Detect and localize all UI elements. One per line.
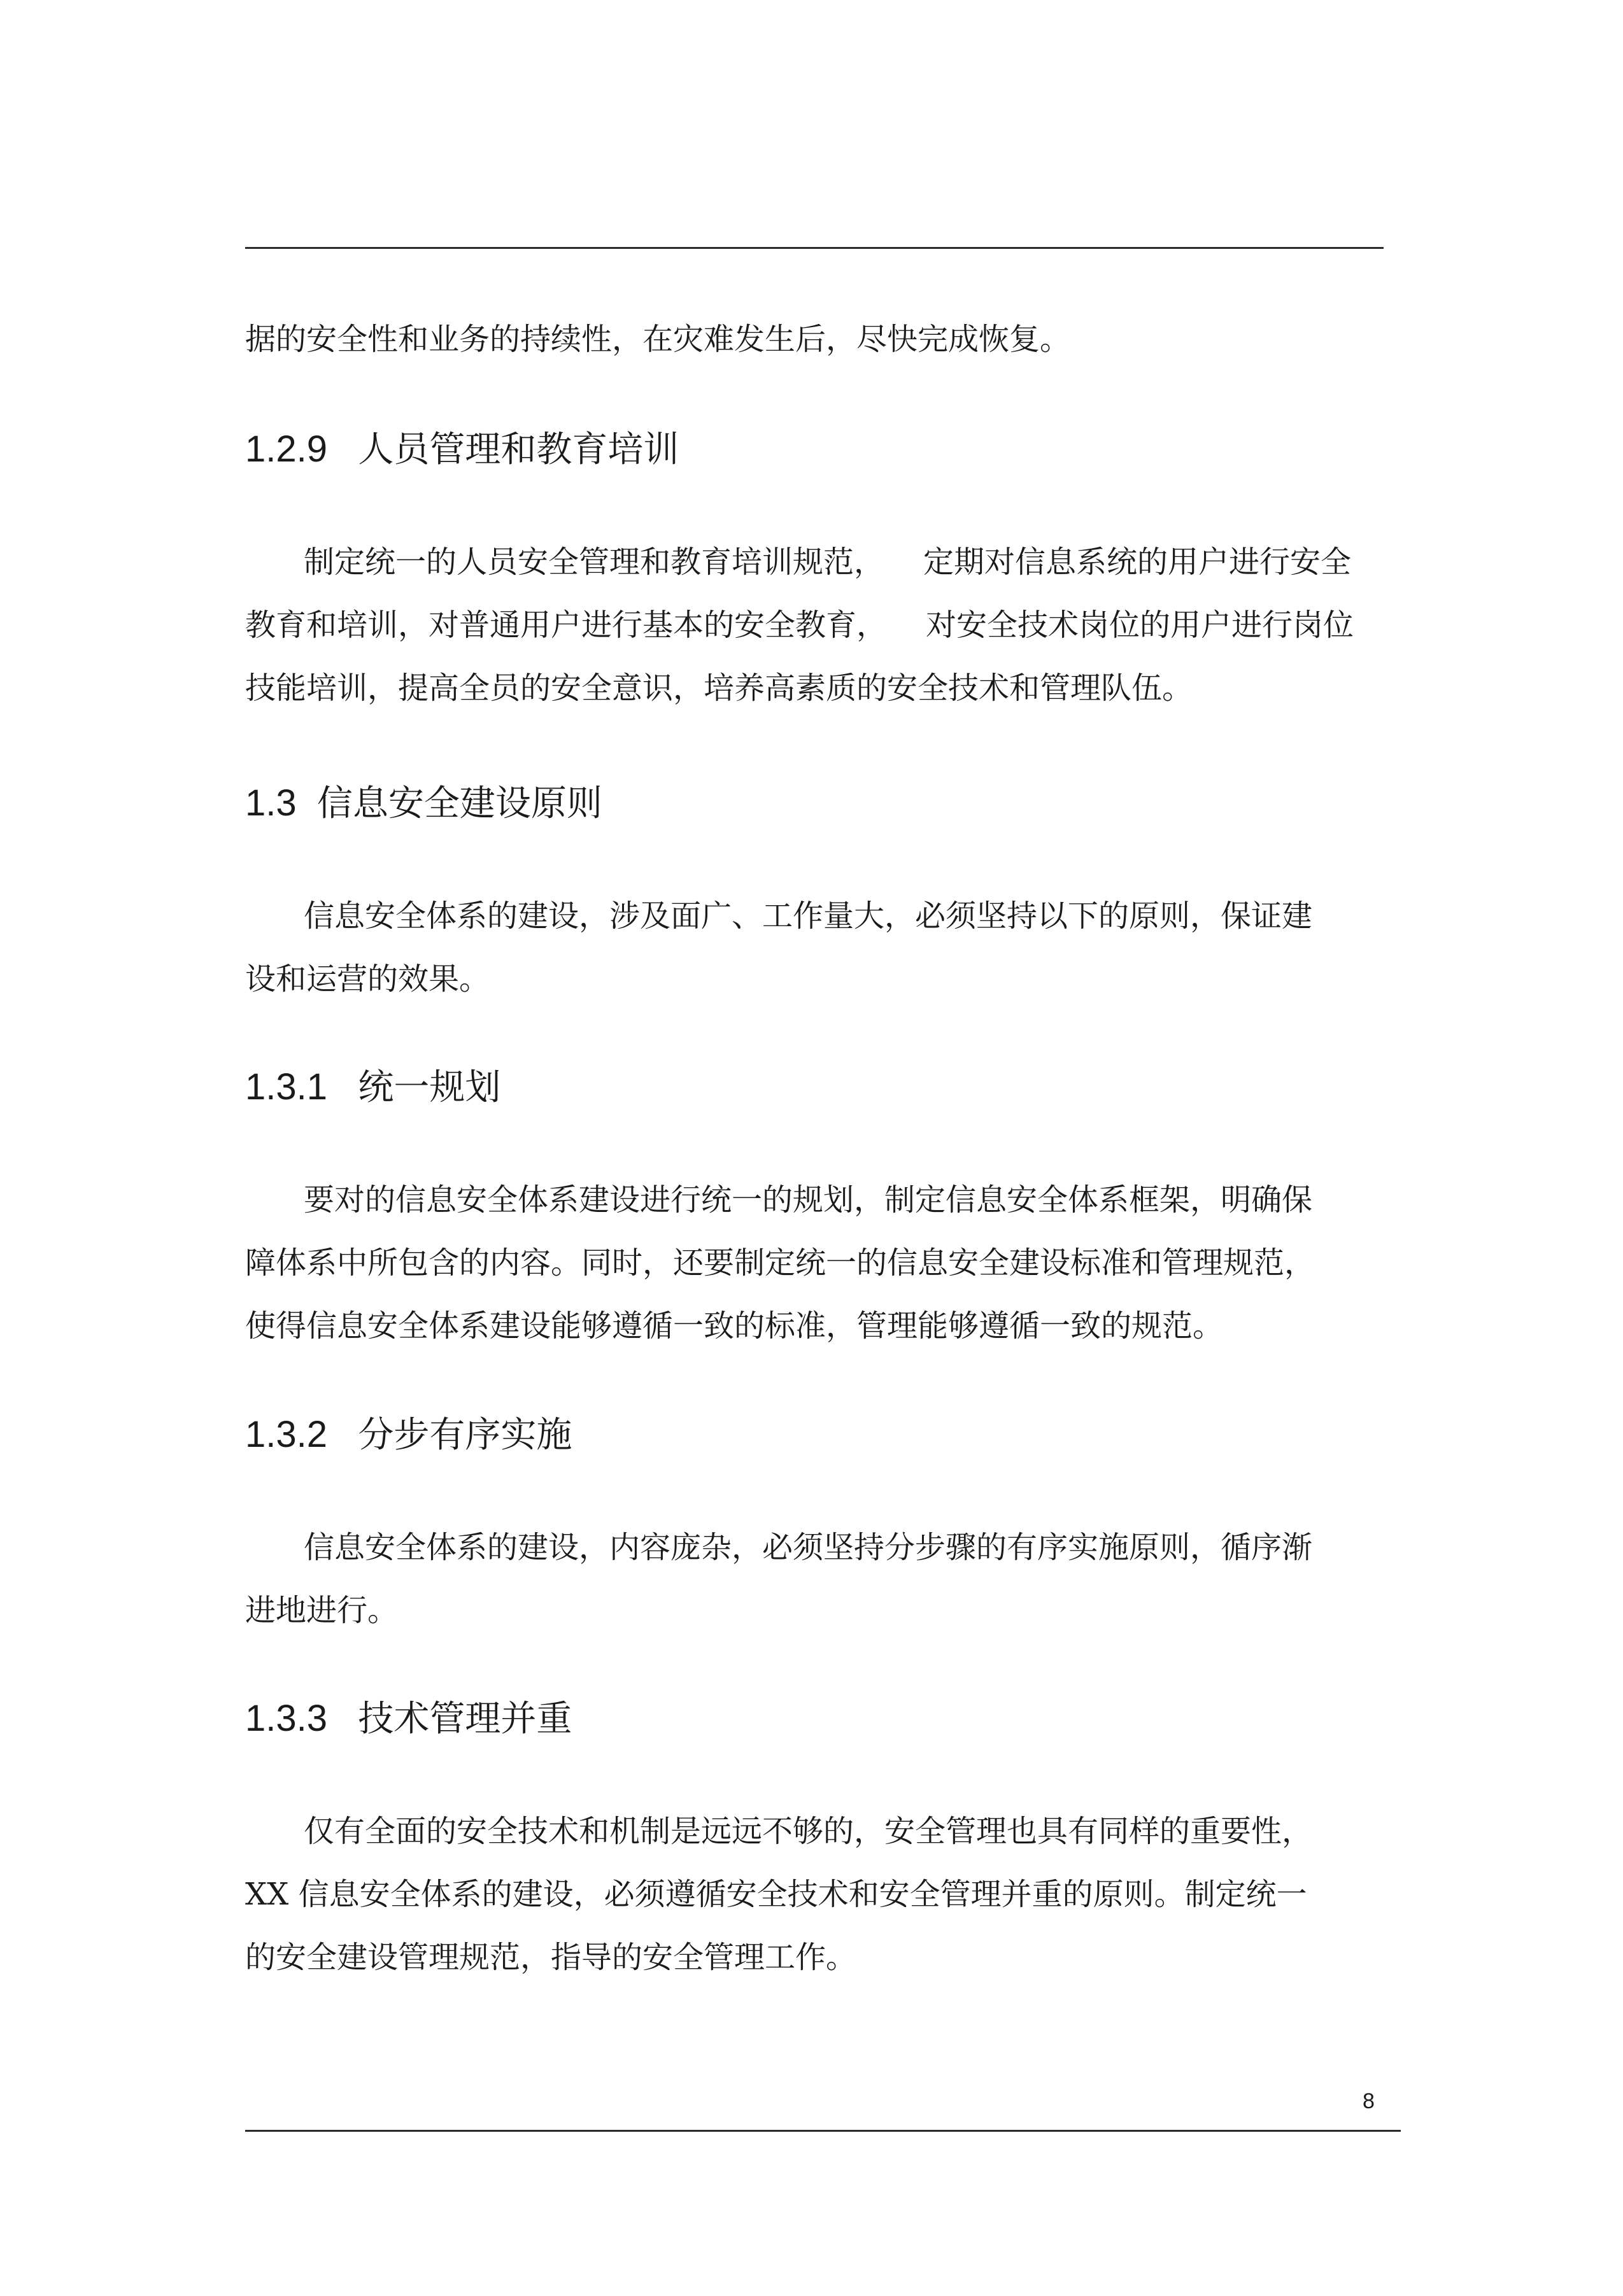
section-number: 1.3.3	[245, 1698, 327, 1739]
paragraph-1-3-2	[245, 1516, 1328, 1642]
paragraph-line: XX 信息安全体系的建设，必须遵循安全技术和安全管理并重的原则。制定统一	[245, 1877, 1307, 1912]
paragraph-line: 技能培训，提高全员的安全意识，培养高素质的安全技术和管理队伍。	[245, 670, 1193, 706]
section-number: 1.3	[245, 782, 297, 824]
paragraph-line: 仅有全面的安全技术和机制是远远不够的，安全管理也具有同样的重要性，	[304, 1814, 1313, 1849]
paragraph-line: 要对的信息安全体系建设进行统一的规划，制定信息安全体系框架，明确保	[304, 1182, 1313, 1218]
section-title: 技术管理并重	[358, 1698, 572, 1740]
paragraph-1-3	[245, 885, 1328, 1011]
heading-1-3-1	[245, 1062, 500, 1113]
heading-1-2-9	[245, 424, 679, 475]
section-title: 统一规划	[358, 1067, 501, 1108]
paragraph-line: 信息安全体系的建设，内容庞杂，必须坚持分步骤的有序实施原则，循序渐	[304, 1530, 1313, 1565]
paragraph-1-2-9	[245, 531, 1354, 720]
section-number: 1.2.9	[245, 428, 327, 470]
intro-paragraph	[245, 308, 1328, 371]
heading-1-3	[245, 778, 602, 829]
page-number: 8	[1363, 2089, 1375, 2113]
section-title: 信息安全建设原则	[316, 783, 602, 824]
paragraph-1-3-1	[245, 1169, 1328, 1358]
paragraph-line: 教育和培训，对普通用户进行基本的安全教育， 对安全技术岗位的用户进行岗位	[245, 607, 1354, 643]
section-title: 人员管理和教育培训	[358, 429, 679, 470]
heading-1-3-3	[245, 1693, 572, 1745]
paragraph-line: 障体系中所包含的内容。同时，还要制定统一的信息安全建设标准和管理规范，	[245, 1245, 1315, 1281]
paragraph-1-3-3	[245, 1800, 1328, 1989]
section-title: 分步有序实施	[358, 1414, 572, 1456]
footer-rule	[245, 2130, 1401, 2132]
paragraph-line: 据的安全性和业务的持续性，在灾难发生后，尽快完成恢复。	[245, 321, 1071, 357]
heading-1-3-2	[245, 1409, 572, 1461]
paragraph-line: 进地进行。	[245, 1593, 399, 1628]
paragraph-line: 设和运营的效果。	[245, 961, 490, 997]
paragraph-line: 的安全建设管理规范，指导的安全管理工作。	[245, 1940, 857, 1975]
section-number: 1.3.2	[245, 1414, 327, 1455]
paragraph-line: 制定统一的人员安全管理和教育培训规范， 定期对信息系统的用户进行安全	[304, 544, 1352, 580]
section-number: 1.3.1	[245, 1066, 327, 1108]
paragraph-line: 信息安全体系的建设，涉及面广、工作量大，必须坚持以下的原则，保证建	[304, 898, 1313, 934]
header-rule	[245, 247, 1384, 249]
paragraph-line: 使得信息安全体系建设能够遵循一致的标准，管理能够遵循一致的规范。	[245, 1308, 1224, 1344]
